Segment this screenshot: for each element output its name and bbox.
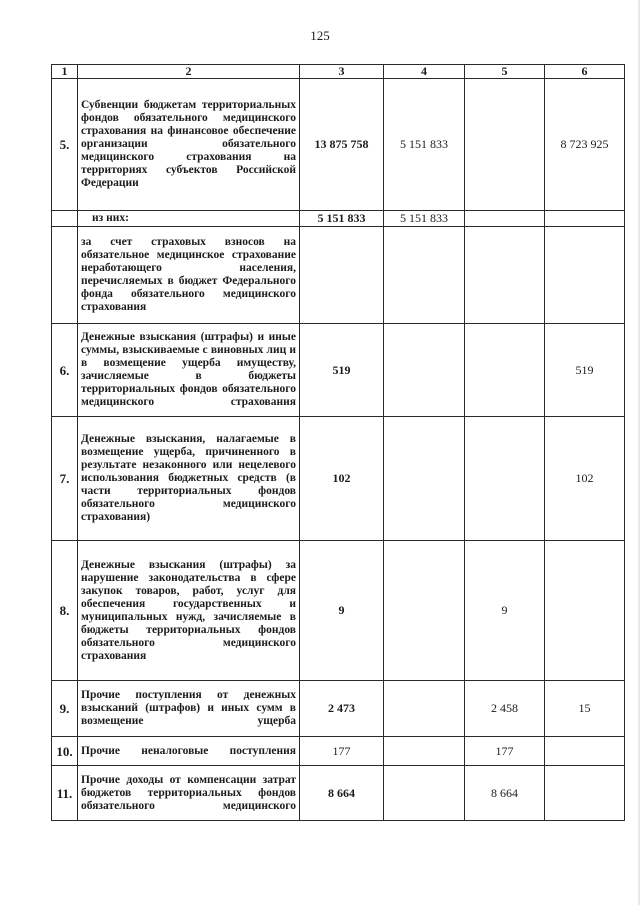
row-name: за счет страховых взносов на обязательное медицинское страхование неработающего населения, перечисляемых в бюджет Федерального фонда обязательного медицинского страхования [78,227,300,324]
cell-col6 [545,227,625,324]
row-name: из них: [78,211,300,227]
cell-col6: 519 [545,324,625,417]
budget-table [51,64,625,821]
cell-col3: 177 [300,737,384,766]
cell-col5 [465,79,545,211]
table-row [52,681,625,737]
cell-col4 [384,324,465,417]
cell-col3: 5 151 833 [300,211,384,227]
table-row [52,541,625,681]
column-header: 1 [52,65,78,79]
cell-col6: 102 [545,417,625,541]
cell-col5 [465,227,545,324]
column-header: 6 [545,65,625,79]
page-number: 125 [310,28,330,43]
table-row [52,766,625,821]
table-row [52,79,625,211]
cell-col5: 8 664 [465,766,545,821]
cell-col5: 177 [465,737,545,766]
row-number: 6. [52,324,78,417]
row-name: Денежные взыскания (штрафы) и иные суммы, взыскиваемые с виновных лиц и в возмещение ущерба имуществу, зачисляемые в бюджеты территориальных фондов обязательного медицинского страхования [78,324,300,417]
table-header-row [52,65,625,79]
cell-col4 [384,417,465,541]
column-header: 5 [465,65,545,79]
table-row [52,737,625,766]
row-number: 8. [52,541,78,681]
column-header: 4 [384,65,465,79]
cell-col3: 9 [300,541,384,681]
cell-col4 [384,737,465,766]
cell-col3: 102 [300,417,384,541]
cell-col4 [384,766,465,821]
column-header: 3 [300,65,384,79]
row-name: Прочие доходы от компенсации затрат бюджетов территориальных фондов обязательного медицинского [78,766,300,821]
table-row [52,227,625,324]
cell-col6 [545,766,625,821]
cell-col6: 15 [545,681,625,737]
table-row [52,417,625,541]
row-number: 9. [52,681,78,737]
row-name: Субвенции бюджетам территориальных фондов обязательного медицинского страхования на финансовое обеспечение организации обязательного медицинского страхования на территориях субъектов Российской Федерации [78,79,300,211]
row-number: 11. [52,766,78,821]
row-number [52,227,78,324]
cell-col4: 5 151 833 [384,79,465,211]
cell-col3 [300,227,384,324]
table-row [52,211,625,227]
row-number [52,211,78,227]
cell-col5: 9 [465,541,545,681]
cell-col6: 8 723 925 [545,79,625,211]
cell-col6 [545,541,625,681]
row-name: Прочие неналоговые поступления [78,737,300,766]
cell-col5 [465,324,545,417]
cell-col4 [384,541,465,681]
row-name: Денежные взыскания, налагаемые в возмещение ущерба, причиненного в результате незаконного или нецелевого использования бюджетных средств (в части территориальных фондов обязательного медицинского страхования) [78,417,300,541]
cell-col3: 8 664 [300,766,384,821]
cell-col4 [384,227,465,324]
row-number: 7. [52,417,78,541]
cell-col4 [384,681,465,737]
cell-col6 [545,737,625,766]
cell-col4: 5 151 833 [384,211,465,227]
row-name: Прочие поступления от денежных взысканий (штрафов) и иных сумм в возмещение ущерба [78,681,300,737]
cell-col5: 2 458 [465,681,545,737]
row-number: 10. [52,737,78,766]
cell-col6 [545,211,625,227]
cell-col5 [465,417,545,541]
column-header: 2 [78,65,300,79]
cell-col3: 2 473 [300,681,384,737]
row-number: 5. [52,79,78,211]
cell-col3: 519 [300,324,384,417]
cell-col3: 13 875 758 [300,79,384,211]
row-name: Денежные взыскания (штрафы) за нарушение законодательства в сфере закупок товаров, работ, услуг для обеспечения государственных и муниципальных нужд, зачисляемые в бюджеты территориальных фондов обязательного медицинского страхования [78,541,300,681]
table-row [52,324,625,417]
cell-col5 [465,211,545,227]
